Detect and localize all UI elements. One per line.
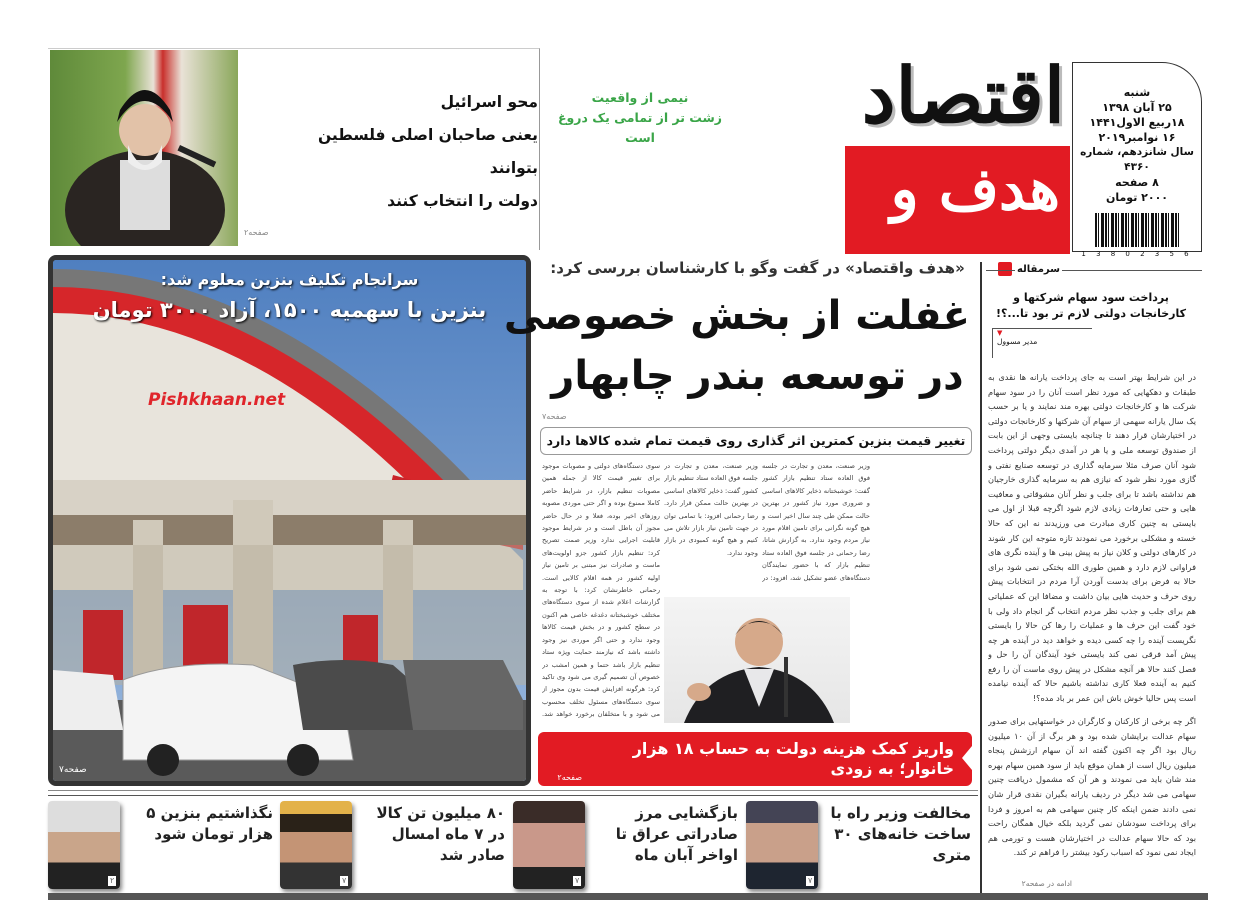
news-title: ۸۰ میلیون تن کالا در ۷ ماه امسال صادر شد <box>376 804 505 864</box>
leader-photo <box>50 50 238 246</box>
issue-number: سال شانزدهم، شماره ۴۳۶۰ <box>1080 146 1194 173</box>
feature-photo-story[interactable] <box>48 255 531 786</box>
top-story-headline[interactable] <box>268 86 538 218</box>
bottom-news-item[interactable] <box>280 801 508 889</box>
editorial-body: در این شرایط بهتر است به جای پرداخت یارانه ها نقدی به طبقات و دهکهایی که مورد نظر است آنان را در سود سهام شرکت ها و کارخانجات دولتی بهره مند نمایند و یا بر حسب یک سال یارانه سهمی از سهام آن شرکتها و کارخانجات دولتی در اختیارشان قرار دهند تا چنانچه بایستی وجهی از این بابت از صندوق توسعه ملی و یا هر در آمدی دیگر دولتی پرداخت شود آنان صرف مثلا سرمایه گذاری در توسعه صنایع نفتی و گازی مورد نظر شود که نیازی هم به سرمایه گذاری خارجیان هم نداشته باشد تا برای جلب و نظر آنان مشوقاتی و معافیت هایی و حتی تعارفات زیادی لازم شود اگرچه قبلا از اول می بایستی به چنین کاری مبادرت می ورزیدند نه این که حالا خسته و مشکلی برخورد می نمودند تازه متوجه این کار شوند در کارهای دولتی و کلان نیاز به پیش بینی ها و آینده نگری های فراوانی لازم دارد و همین طوری الله بختکی نمی شود برای حالا به فرض برای بدست آوردن آرا مردم در انتخابات پیش روی حرف و حدیث هایی بیان داشت و مضافا این که عملیاتی هم برای جلب و جذب نظر مردم انتخاب گر انجام داد ولی با خود گفت این حرف ها و عملیات را رها کن حالا را بایستی نگریست آینده را چه کسی دیده و خواهد دید در آینده هر چه پیش آمد فرقی نمی کند بایستی خود آیندگان آن را حل و فصل کنند حالا هر آنچه مشکل در پیش روی ماست آن را رفع کنیم به آینده فعلا کاری نداشته باشیم حالا که آینده نیامده است پس حالیا خوش باش این عمر بر باد مده؟! <box>988 372 1196 704</box>
divider <box>48 790 978 791</box>
tagline <box>551 88 729 148</box>
feature-kicker: سرانجام تکلیف بنزین معلوم شد: <box>160 270 419 289</box>
issue-date-lunar: ۱۸ربیع الاول۱۴۴۱ <box>1089 116 1185 129</box>
main-story-kicker: «هدف واقتصاد» در گفت وگو با کارشناسان بررسی کرد: <box>550 259 965 277</box>
page-ref: صفحه۲ <box>244 228 269 237</box>
news-title: مخالفت وزیر راه با ساخت خانه‌های ۳۰ متری <box>830 804 971 864</box>
minister-photo <box>664 597 850 723</box>
bottom-news-item[interactable] <box>746 801 974 889</box>
red-banner-text: واریز کمک هزینه دولت به حساب ۱۸ هزار خانوار؛ به زودی <box>632 739 954 778</box>
red-banner-story[interactable] <box>538 732 972 786</box>
bottom-news-item[interactable] <box>513 801 741 889</box>
top-story-line: یعنی صاحبان اصلی فلسطین بتوانند <box>317 126 538 177</box>
page-ref: صفحه۲ <box>557 773 582 782</box>
author-box <box>992 328 1092 358</box>
gas-station-image <box>53 260 526 781</box>
editorial-label: سرمقاله <box>1016 264 1060 275</box>
top-story-line: محو اسرائیل <box>440 93 538 111</box>
article-column: وزیر صنعت، معدن و تجارت در جلسه فوق العاده ستاد تنظیم بازار کشور گفت: ذخایر کالاهای اساسی در بهترین حالت ممکن قرار دارد. رضا رحمانی افزود: با تمامی توان در جهت تامین نیاز بازار تلاش می کنیم و هیچ گونه کمبودی در بازار وجود ندارد. <box>664 462 758 557</box>
story-subhead[interactable]: تغییر قیمت بنزین کمترین اثر گذاری روی قیمت تمام شده کالاها دارد <box>540 427 972 455</box>
arrow-icon <box>962 746 972 770</box>
footer-rule <box>48 893 1208 900</box>
editorial-marker-icon <box>998 262 1012 276</box>
continued-link[interactable]: ادامه در صفحه۲ <box>1021 879 1072 888</box>
page-ref: ۲ <box>110 876 115 885</box>
article-column: وزیر صنعت، معدن و تجارت در جلسه فوق العاده ستاد تنظیم بازار کشور گفت: خوشبختانه ذخایر کالاهای اساسی و ضروری مورد نیاز کشور در بهترین حالت ممکن طی چند سال اخیر است و هیچ گونه نگرانی برای تامین اقلام مورد نیاز مردم وجود ندارد. به گزارش شاتا، رضا رحمانی در جلسه فوق العاده ستاد تنظیم بازار که با حضور نمایندگان دستگاه‌های عضو تشکیل شد، افزود: در <box>762 462 870 582</box>
tagline-line: نیمی از واقعیت <box>591 90 689 105</box>
watermark: Pishkhaan.net <box>148 390 286 410</box>
feature-headline: بنزین با سهمیه ۱۵۰۰، آزاد ۳۰۰۰ تومان <box>92 298 487 322</box>
masthead-logo <box>545 48 1070 255</box>
issue-date-solar: ۲۵ آبان ۱۳۹۸ <box>1102 101 1172 114</box>
issue-price: ۲۰۰۰ تومان <box>1105 191 1169 204</box>
barcode <box>1095 213 1179 247</box>
tagline-line: زشت تر از تمامی یک دروغ است <box>558 110 722 145</box>
bottom-news-item[interactable] <box>48 801 276 889</box>
bottom-news-strip <box>48 795 978 890</box>
main-story-headline[interactable] <box>503 286 970 406</box>
minister-figure-image <box>664 597 850 723</box>
barcode-number: 1 3 8 0 2 3 5 6 <box>1081 250 1193 258</box>
issue-date-gregorian: ۱۶ نوامبر۲۰۱۹ <box>1098 131 1176 144</box>
headline-line: در توسعه بندر چابهار <box>551 353 964 399</box>
issue-pages: ۸ صفحه <box>1115 176 1159 189</box>
leader-figure-image <box>50 50 238 246</box>
editorial-author: مدیر مسوول <box>997 337 1038 346</box>
issue-info-box <box>1072 62 1202 258</box>
author-marker-icon: ▼ <box>997 329 1003 337</box>
page-ref: ۷ <box>575 876 580 885</box>
headline-line: غفلت از بخش خصوصی <box>503 293 970 339</box>
page-ref: ۷ <box>808 876 813 885</box>
editorial-title[interactable]: پرداخت سود سهام شرکتها و کارخانجات دولتی لازم تر بود تا...؟! <box>996 291 1186 320</box>
issue-day: شنبه <box>1123 86 1151 99</box>
news-title: بازگشایی مرز صادراتی عراق تا اواخر آبان ماه <box>615 804 738 864</box>
logo-sub-text: هدف و <box>890 155 1060 223</box>
news-title: نگذاشتیم بنزین ۵ هزار تومان شود <box>146 804 273 843</box>
page-ref: صفحه۷ <box>59 765 87 775</box>
editorial-column <box>980 262 1202 894</box>
editorial-body: اگر چه برخی از کارکنان و کارگران در خواستهایی برای صدور سهام عدالت برایشان شده بود و هر برگ از آن ۱۰ میلیون ریال بود اگر چه اکنون گفته اند آن سهام ارزشش پنجاه میلیون ریال است از همان موقع باید از سود همین سهام بهره مند شان باید می نمودند و هر آن که مشمول دریافت چنین سهامی می شد دیگر در ردیف یارانه بگیران نقدی قرار شان نمی دادند ضمن اینکه کار چنین سهامی هم به امروز و فردا برای پرداخت سودشان نمی گردید بلکه خیال همگان راحت بود که حالا سهام عدالت در اختیارشان هست و تورمی هم ایجاد نمی نمود که اسباب رکود بیشتر را فراهم تر کند. <box>988 716 1196 858</box>
page-ref: ۷ <box>342 876 347 885</box>
page-ref: صفحه۷ <box>542 412 567 421</box>
article-column: سوی دستگاه‌های دولتی و مصوبات موجود برای تغییر قیمت کالا از جمله همین مصوبات تنظیم بازار، در شرایط حاضر کاملا ممنوع بوده و اگر حتی موردی مصوبه روزهای اخیر بوده، فعلا و در حال حاضر مجوز آن باطل است و در شرایط موجود قابلیت اجرایی ندارد وزیر صمت تصریح کرد: تنظیم بازار کشور جزو اولویت‌های ماست و صادرات نیز مبتنی بر تامین نیاز اولیه کشور در همه اقلام کالایی است. رحمانی خاطرنشان کرد: با توجه به گزارشات اعلام شده از سوی دستگاه‌های مختلف خوشبختانه دغدغه خاصی هم اکنون در سطح کشور و در بخش قیمت کالاها وجود ندارد و حتی اگر موردی نیز وجود داشته باشد که نیازمند حمایت ویژه ستاد تنظیم بازار باشد حتما و همین امشب در خصوص آن تصمیم گیری می شود وی تاکید کرد: هرگونه افزایش قیمت بدون مجوز از سوی دستگاه‌های مسئول تخلف محسوب می شود و با متخلفان برخورد خواهد شد. <box>542 462 660 719</box>
top-story-line: دولت را انتخاب کنند <box>387 192 538 210</box>
logo-main-text: اقتصاد <box>861 51 1065 140</box>
